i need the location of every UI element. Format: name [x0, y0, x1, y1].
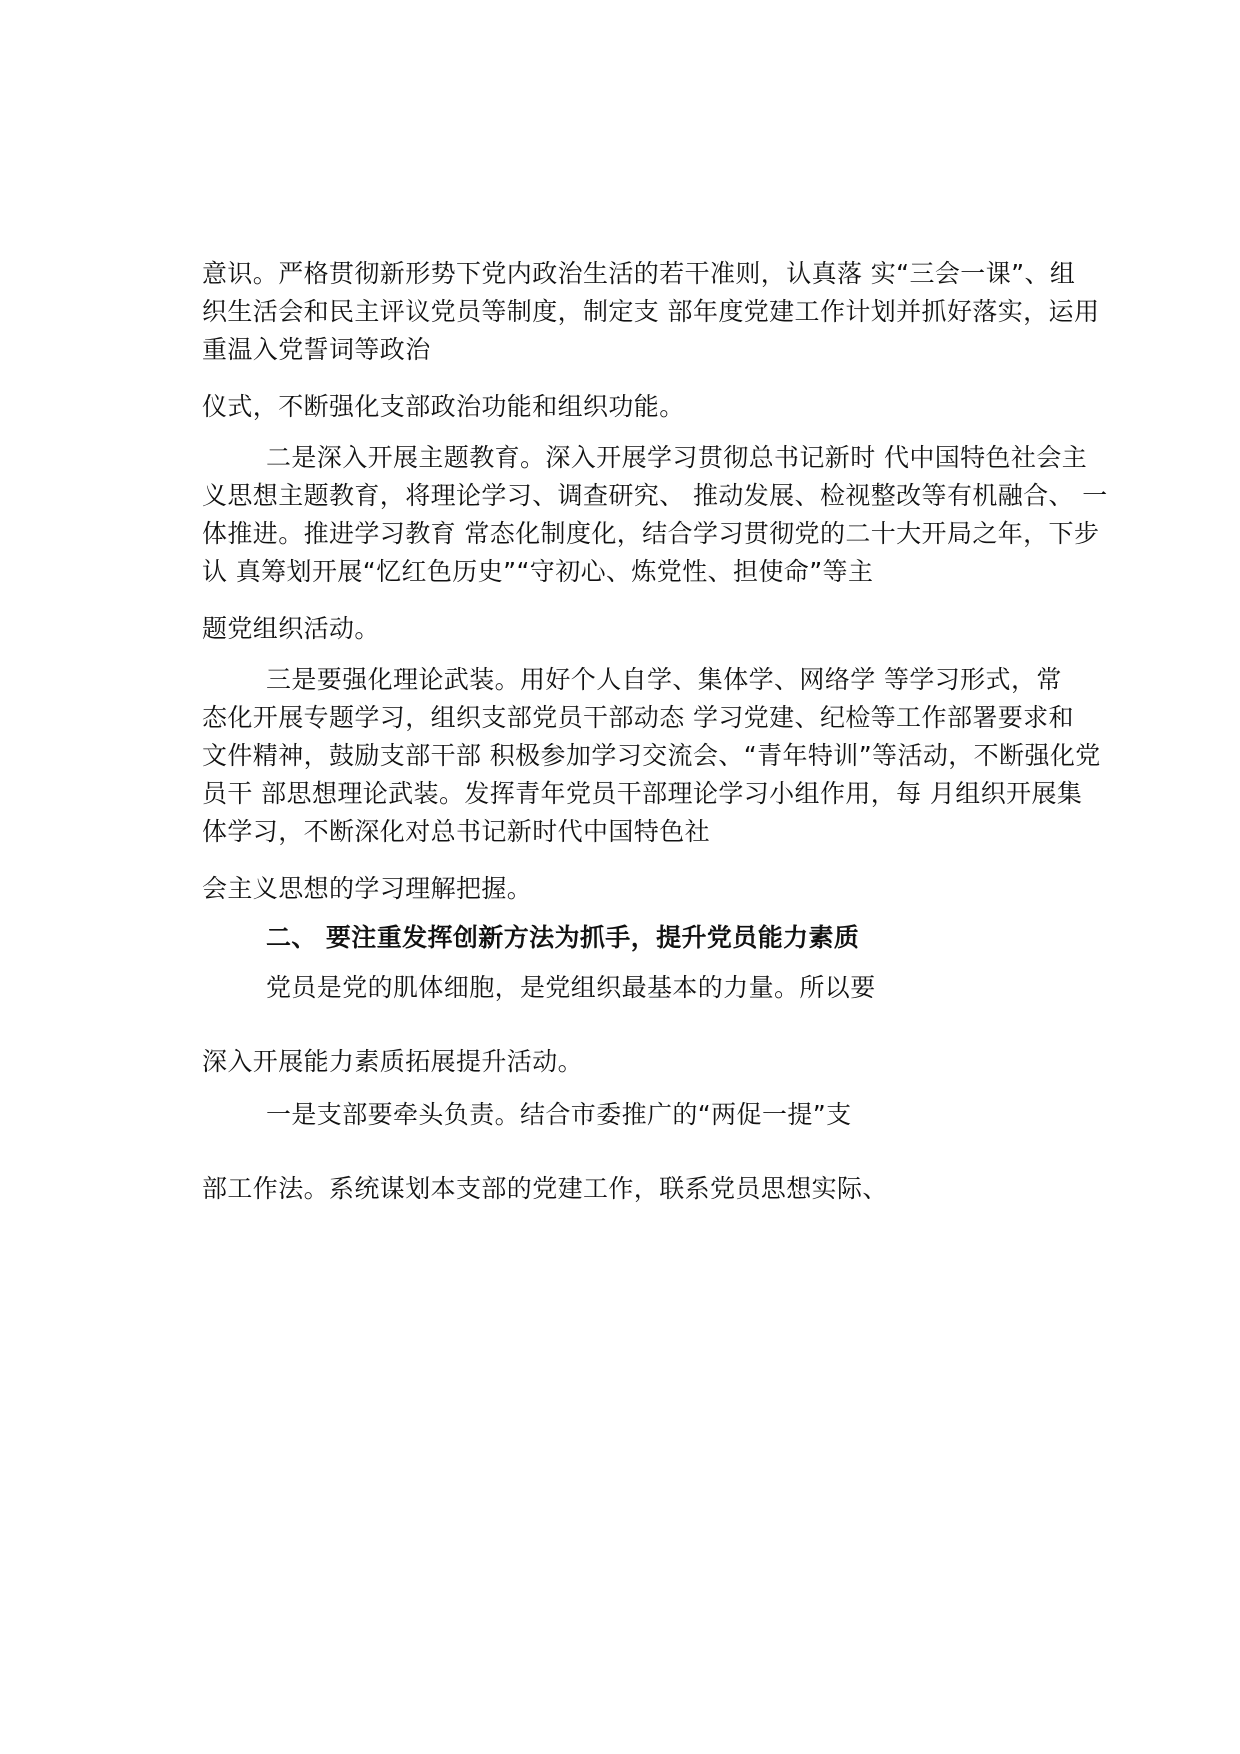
text-line: 题党组织活动。: [202, 614, 380, 643]
paragraph-start-line: 一是支部要牵头负责。结合市委推广的“两促一提”支: [266, 1100, 852, 1129]
text-line: 织生活会和民主评议党员等制度，制定支 部年度党建工作计划并抓好落实，运用: [202, 297, 1100, 326]
text-line: 态化开展专题学习，组织支部党员干部动态 学习党建、纪检等工作部署要求和: [202, 703, 1074, 732]
text-line: 意识。严格贯彻新形势下党内政治生活的若干准则，认真落 实“三会一课”、组: [202, 259, 1076, 288]
text-line: 仪式，不断强化支部政治功能和组织功能。: [202, 392, 685, 421]
text-line: 体推进。推进学习教育 常态化制度化，结合学习贯彻党的二十大开局之年，下步: [202, 519, 1100, 548]
text-line: 会主义思想的学习理解把握。: [202, 874, 533, 903]
paragraph-start-line: 三是要强化理论武装。用好个人自学、集体学、网络学 等学习形式，常: [266, 665, 1062, 694]
text-line: 员干 部思想理论武装。发挥青年党员干部理论学习小组作用，每 月组织开展集: [202, 779, 1083, 808]
text-line: 文件精神，鼓励支部干部 积极参加学习交流会、“青年特训”等活动，不断强化党: [202, 741, 1101, 770]
paragraph-start-line: 二是深入开展主题教育。深入开展学习贯彻总书记新时 代中国特色社会主: [266, 443, 1088, 472]
section-heading: 二、 要注重发挥创新方法为抓手，提升党员能力素质: [266, 923, 860, 952]
text-line: 重温入党誓词等政治: [202, 335, 431, 364]
paragraph-start-line: 党员是党的肌体细胞，是党组织最基本的力量。所以要: [266, 973, 876, 1002]
text-line: 认 真筹划开展“忆红色历史”“守初心、炼党性、担使命”等主: [202, 557, 874, 586]
text-line: 部工作法。系统谋划本支部的党建工作，联系党员思想实际、: [202, 1174, 888, 1203]
text-line: 义思想主题教育，将理论学习、调查研究、 推动发展、检视整改等有机融合、 一: [202, 481, 1108, 510]
text-line: 体学习，不断深化对总书记新时代中国特色社: [202, 817, 711, 846]
text-line: 深入开展能力素质拓展提升活动。: [202, 1047, 584, 1076]
